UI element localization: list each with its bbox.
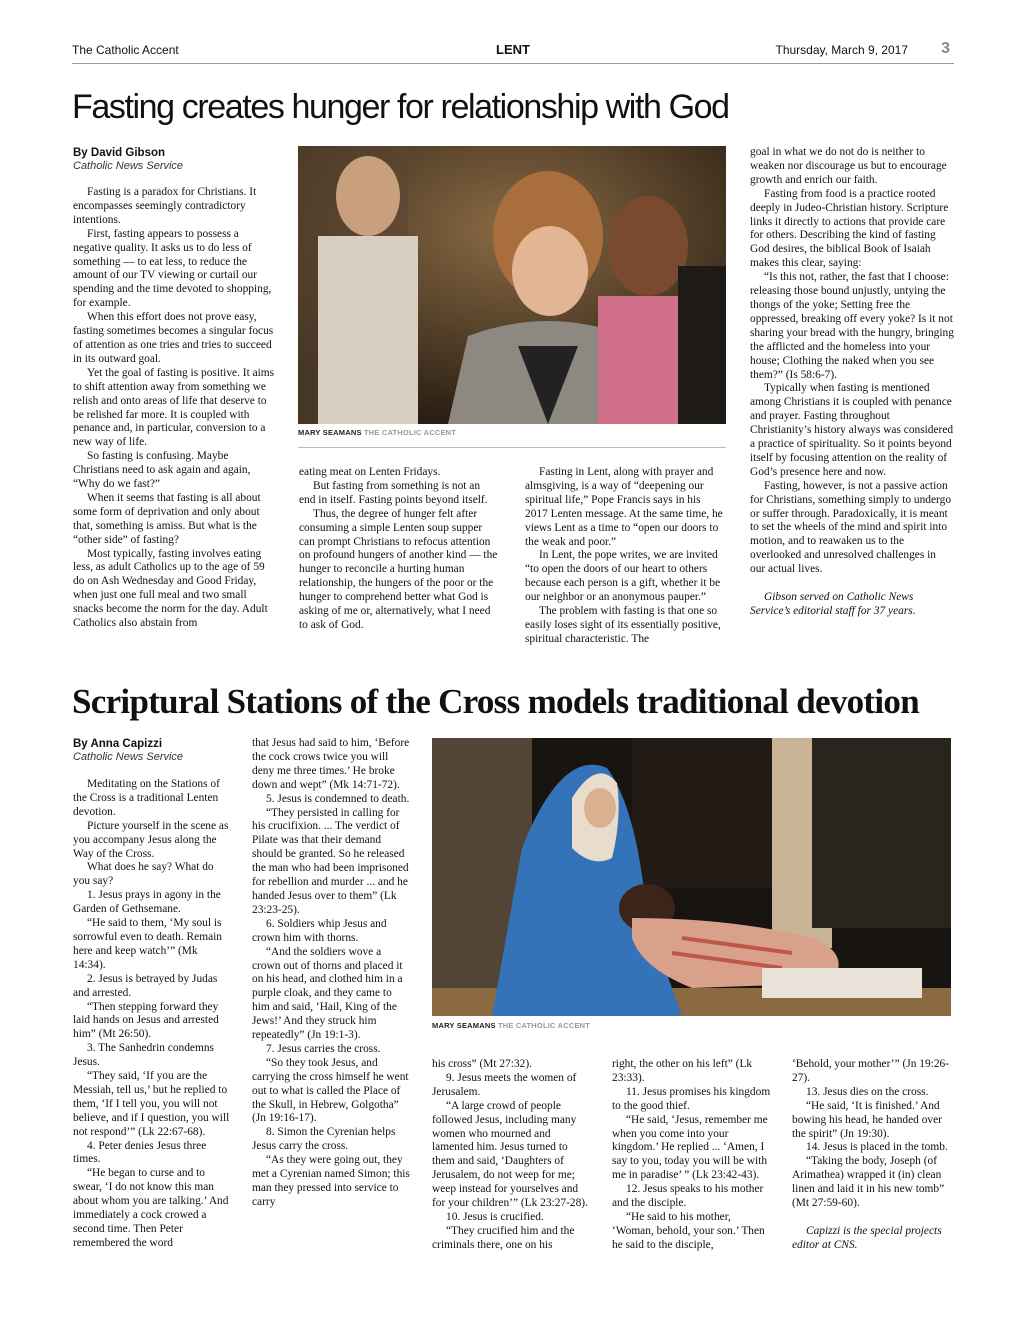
article2-headline: Scriptural Stations of the Cross models traditional devotion — [72, 682, 919, 721]
paragraph: “They said, ‘If you are the Messiah, tell us,’ but he replied to them, ‘If I tell you, you will not believe, and if I question, you will not respond’” (Lk 22:67-68). — [73, 1070, 230, 1138]
article1-byline: By David Gibson — [73, 147, 166, 159]
photographer-name: MARY SEAMANS — [432, 1021, 496, 1030]
article2-column-5 — [792, 1058, 954, 1274]
article1-column-3 — [525, 466, 725, 666]
paragraph: 11. Jesus promises his kingdom to the good thief. — [612, 1085, 771, 1112]
paragraph: “He said, ‘It is finished.’ And bowing his head, he handed over the spirit” (Jn 19:30). — [792, 1099, 942, 1140]
paragraph: “Then stepping forward they laid hands on Jesus and arrested him” (Mt 26:50). — [73, 1000, 219, 1041]
article1-column-4 — [750, 146, 954, 666]
article2-byline: By Anna Capizzi — [73, 738, 163, 750]
paragraph: goal in what we do not do is neither to weaken nor discourage us but to encourage growth and enrich our faith. — [750, 146, 947, 186]
paragraph: ‘Behold, your mother’” (Jn 19:26-27). — [792, 1058, 950, 1084]
paragraph: right, the other on his left” (Lk 23:33). — [612, 1058, 753, 1084]
paragraph: 4. Peter denies Jesus three times. — [73, 1139, 207, 1166]
paragraph: 1. Jesus prays in agony in the Garden of Gethsemane. — [73, 889, 221, 916]
paragraph: “So they took Jesus, and carrying the cross himself he went out to what is called the Place of the Skull, in Hebrew, Golgotha” (Jn 19:16-17). — [252, 1056, 409, 1125]
paragraph: Most typically, fasting involves eating less, as adult Catholics up to the age of 59 do on Ash Wednesday and Good Friday, when just one full meal and two small snacks become the norm for the day. Adult Catholics also abstain from — [73, 547, 268, 630]
author-tagline: Capizzi is the special projects editor at CNS. — [792, 1224, 942, 1251]
article1-agency: Catholic News Service — [73, 160, 184, 172]
paragraph: “He began to curse and to swear, ‘I do not know this man about whom you are talking.’ And immediately a cock crowed a second time. Then Peter remembered the word — [73, 1167, 229, 1249]
paragraph: “A large crowd of people followed Jesus, including many women who mourned and lamented him. Jesus turned to them and said, ‘Daughters of Jerusalem, do not weep for me; weep instead for yourselves and for your children’” (Lk 23:27-28). — [432, 1099, 588, 1210]
paragraph: Fasting from food is a practice rooted deeply in Judeo-Christian history. Scripture links it directly to actions that provide care for others. Describing the kind of fasting God desires, the biblical Book of Isaiah makes this clear, saying: — [750, 187, 949, 270]
paragraph: 12. Jesus speaks to his mother and the disciple. — [612, 1183, 764, 1210]
paragraph: Typically when fasting is mentioned among Christians it is coupled with penance and prayer. Fasting throughout Christianity’s history always was considered a practice of spirituality. So it points beyond itself by focusing attention on the reality of God’s presence here and now. — [750, 382, 954, 478]
paragraph: When it seems that fasting is all about some form of deprivation and only about that, something is amiss. But what is the “other side” of fasting? — [73, 491, 261, 546]
paragraph: “Taking the body, Joseph (of Arimathea) wrapped it (in) clean linen and laid it in his new tomb” (Mt 27:59-60). — [792, 1155, 945, 1210]
article1-column-2 — [299, 466, 499, 666]
article2-column-4 — [612, 1058, 772, 1274]
article2-column-2 — [252, 737, 412, 1274]
paragraph: “He said to his mother, ‘Woman, behold, your son.’ Then he said to the disciple, — [612, 1210, 765, 1251]
article2-photo-credit — [432, 1021, 590, 1030]
paragraph: 2. Jesus is betrayed by Judas and arrested. — [73, 972, 218, 999]
paragraph: Yet the goal of fasting is positive. It aims to shift attention away from something we relish and onto areas of life that deserve to be relished far more. It is coupled with penance and, in particular, conversion to a new way of life. — [73, 366, 275, 449]
paragraph: eating meat on Lenten Fridays. — [299, 466, 441, 478]
paragraph: In Lent, the pope writes, we are invited “to open the doors of our heart to others because each person is a gift, whether it be our neighbor or an anonymous pauper.” — [525, 549, 721, 604]
paragraph: Fasting is a paradox for Christians. It encompasses seemingly contradictory intentions. — [73, 186, 257, 226]
paragraph: What does he say? What do you say? — [73, 861, 214, 888]
paragraph: When this effort does not prove easy, fasting sometimes becomes a singular focus of attention as one tries and tries to succeed in its outward goal. — [73, 311, 274, 365]
paragraph: Thus, the degree of hunger felt after consuming a simple Lenten soup supper can prompt Christians to refocus attention on profound hungers of another kind — the hunger to reconcile a hurting human relationship, the hungers of the poor or the hunger to comprehend better what God is asking of me or, alternatively, what I need to ask of God. — [299, 507, 498, 631]
paragraph: 10. Jesus is crucified. — [446, 1210, 544, 1223]
section-label: LENT — [496, 42, 530, 57]
paragraph: Fasting, however, is not a passive action for Christians, something simply to undergo or suffer through. Paradoxically, it is meant to set the wheels of the mind and spirit into motion, and to reawaken us to the overlooked and unresolved challenges in our actual lives. — [750, 479, 952, 576]
paragraph: But fasting from something is not an end in itself. Fasting points beyond itself. — [299, 479, 488, 506]
paragraph: Picture yourself in the scene as you accompany Jesus along the Way of the Cross. — [73, 819, 229, 860]
article2-photo — [432, 738, 951, 1016]
paragraph: 9. Jesus meets the women of Jerusalem. — [432, 1071, 577, 1098]
article2-column-1 — [73, 778, 233, 1274]
paragraph: 14. Jesus is placed in the tomb. — [806, 1141, 948, 1154]
page-header — [72, 40, 954, 64]
paragraph: 13. Jesus dies on the cross. — [806, 1085, 929, 1098]
paragraph: First, fasting appears to possess a negative quality. It asks us to do less of something — to eat less, to reduce the amount of our TV viewing or curtail our spending and the time devoted to shopping, for example. — [73, 227, 272, 310]
paragraph: 5. Jesus is condemned to death. — [266, 792, 410, 805]
article1-column-1 — [73, 186, 276, 666]
stations-of-the-cross-photo-illustration — [432, 738, 951, 1016]
paragraph: 8. Simon the Cyrenian helps Jesus carry the cross. — [252, 1126, 396, 1153]
paragraph: “They persisted in calling for his crucifixion. ... The verdict of Pilate was that their demand should be granted. So he released the man who had been imprisoned for rebellion and murder ... and he handed Jesus over to them” (Lk 23:23-25). — [252, 806, 409, 916]
paragraph: that Jesus had said to him, ‘Before the cock crows twice you will deny me three times.’ He broke down and wept” (Mk 14:71-72). — [252, 737, 410, 791]
caption-divider — [298, 447, 726, 448]
newspaper-name: The Catholic Accent — [72, 43, 179, 57]
paragraph: 7. Jesus carries the cross. — [266, 1042, 381, 1055]
paragraph: Meditating on the Stations of the Cross is a traditional Lenten devotion. — [73, 778, 220, 818]
article2-agency: Catholic News Service — [73, 751, 184, 763]
paragraph: “And the soldiers wove a crown out of thorns and placed it on his head, and clothed him in a purple cloak, and they came to him and said, ‘Hail, King of the Jews!’ And they struck him repeatedly” (Jn 19:1-3). — [252, 945, 403, 1042]
paragraph: 3. The Sanhedrin condemns Jesus. — [73, 1042, 214, 1069]
article1-photo-credit — [298, 428, 456, 437]
paragraph: So fasting is confusing. Maybe Christians need to ask again and again, “Why do we fast?” — [73, 450, 251, 491]
paragraph: “He said to them, ‘My soul is sorrowful even to death. Remain here and keep watch’” (Mk 14:34). — [73, 917, 222, 971]
paragraph: The problem with fasting is that one so easily loses sight of its essentially positive, spiritual characteristic. The — [525, 605, 721, 645]
paragraph: “Is this not, rather, the fast that I choose: releasing those bound unjustly, untying the thongs of the yoke; Setting free the oppressed, breaking off every yoke? Is it not sharing your bread with the hungry, bringing the afflicted and the homeless into your house; Clothing the naked when you see them?” (Is 58:6-7). — [750, 271, 954, 381]
photographer-name: MARY SEAMANS — [298, 428, 362, 437]
ash-wednesday-photo-illustration — [298, 146, 726, 424]
paragraph: Fasting in Lent, along with prayer and almsgiving, is a way of “deepening our spiritual life,” Pope Francis says in his 2017 Lenten message. At the same time, he views Lent as a time to “open our doors to the weak and poor.” — [525, 466, 723, 548]
photo-credit-organization: THE CATHOLIC ACCENT — [363, 428, 457, 437]
article1-headline: Fasting creates hunger for relationship with God — [72, 88, 729, 126]
paragraph: “As they were going out, they met a Cyrenian named Simon; this man they pressed into service to carry — [252, 1154, 410, 1208]
author-tagline: Gibson served on Catholic News Service’s editorial staff for 37 years. — [750, 591, 916, 617]
article1-photo — [298, 146, 726, 424]
issue-date: Thursday, March 9, 2017 — [775, 43, 908, 57]
paragraph: his cross” (Mt 27:32). — [432, 1058, 532, 1070]
photo-credit-organization: THE CATHOLIC ACCENT — [497, 1021, 591, 1030]
page-number: 3 — [941, 40, 950, 57]
paragraph: “They crucified him and the criminals there, one on his — [432, 1224, 575, 1251]
article2-column-3 — [432, 1058, 592, 1274]
paragraph: “He said, ‘Jesus, remember me when you come into your kingdom.’ He replied ... ‘Amen, I say to you, today you will be with me in paradise’ ” (Lk 23:42-43). — [612, 1113, 768, 1182]
paragraph: 6. Soldiers whip Jesus and crown him with thorns. — [252, 917, 387, 944]
